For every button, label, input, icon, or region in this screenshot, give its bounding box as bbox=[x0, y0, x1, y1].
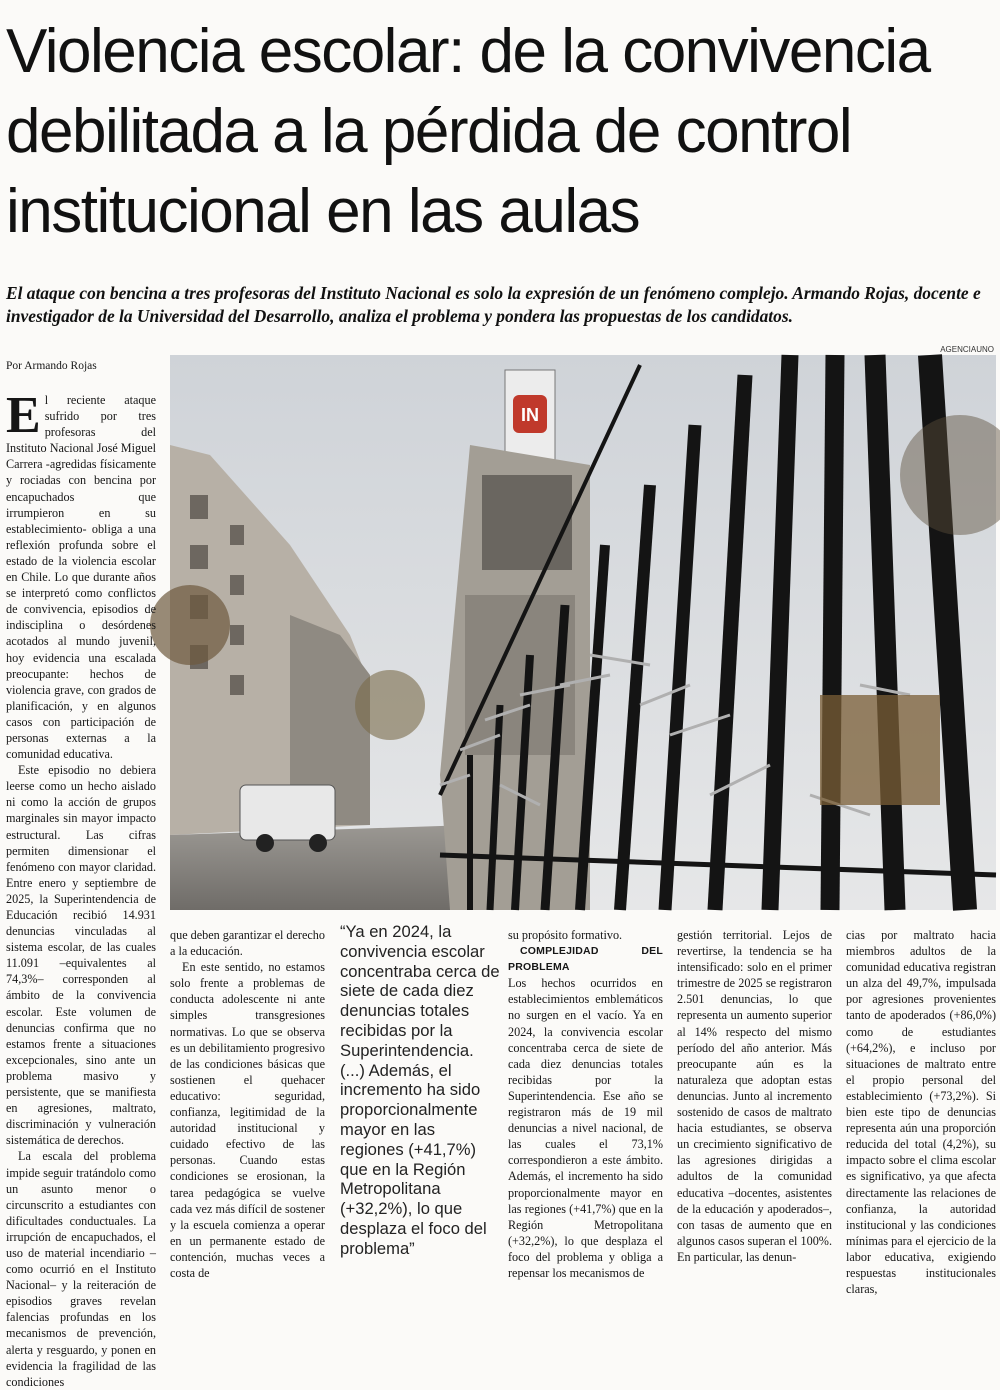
paragraph: En este sentido, no estamos solo frente a problemas de conducta adolescente ni ante simples transgresiones normativas. Lo que se observa es un debilitamiento progresivo de las condiciones básicas que sostienen el quehacer educativo: seguridad, confianza, legitimidad de la autoridad institucional y cuidado efectivo de las personas. Cuando estas condiciones se erosionan, la tarea pedagógica se vuelve cada vez más difícil de sostener y la escuela comienza a operar en un permanente estado de contención, muchas veces a costa de bbox=[170, 960, 325, 1280]
paragraph: Este episodio no debiera leerse como un hecho aislado ni como la acción de grupos marginales sin mayor impacto estructural. Las cifras permiten dimensionar el fenómeno con mayor claridad. Entre enero y septiembre de 2025, la Superintendencia de Educación recibió 14.931 denuncias vinculadas al sistema escolar, de las cuales 11.091 –equivalentes al 74,3%– corresponden al ámbito de la convivencia escolar. Este volumen de denuncias confirma que no estamos frente a situaciones excepcionales, sino ante un problema masivo y persistente, que se manifiesta en agresiones, maltrato, discriminación y vulneración sistemática de derechos. bbox=[6, 763, 156, 1148]
paragraph: La escala del problema impide seguir tratándolo como un asunto menor o circunscrito a estudiantes con dificultades conductuales. La irrupción de encapuchados, el uso de material incendiario –como ocurrió en el Instituto Nacional– y la reiteración de episodios graves revelan falencias profundas en los mecanismos de prevención, alerta y resguardo, y ponen en evidencia la fragilidad de las condiciones bbox=[6, 1149, 156, 1389]
paragraph: gestión territorial. Lejos de revertirse, la tendencia se ha intensificado: solo en el primer trimestre de 2025 se registraron 2.501 denuncias, lo que representa un aumento superior al 14% respecto del mismo período del año anterior. Más preocupante aún es la naturaleza que adoptan estas denuncias. Junto al incremento sostenido de casos de maltrato hacia estudiantes, se observa un crecimiento significativo de las agresiones dirigidas a adultos de la comunidad educativa –docentes, asistentes de la educación y apoderados–, con tasas de aumento que en algunos casos superan el 100%. En particular, las denun- bbox=[677, 928, 832, 1264]
photo-van bbox=[240, 785, 335, 840]
subhead: El ataque con bencina a tres profesoras del Instituto Nacional es solo la expresión de un fenómeno complejo. Armando Rojas, docente e investigador de la Universidad del Desarrollo, analiza el problema y pondera las propuestas de los candidatos. bbox=[6, 283, 981, 326]
column-5 bbox=[846, 927, 996, 1297]
photo-credit: AGENCIAUNO bbox=[940, 345, 994, 354]
paragraph: que deben garantizar el derecho a la educación. bbox=[170, 928, 325, 959]
pull-quote: “Ya en 2024, la convivencia escolar concentraba cerca de siete de cada diez denuncias totales recibidas por la Superintendencia. (...) Además, el incremento ha sido proporcionalmente mayor en las regiones (+41,7%) que en la Región Metropolitana (+32,2%), lo que desplaza el foco del problema” bbox=[340, 922, 500, 1258]
paragraph: cias por maltrato hacia miembros adultos de la comunidad educativa registran un alza del 49,7%, impulsada por agresiones provenientes tanto de apoderados (+86,0%) como de estudiantes (+64,2%), e incluso por situaciones de maltrato entre el propio personal del establecimiento (+73,2%). Si bien este tipo de denuncias representa aún una proporción reducida del total (4,2%), su impacto sobre el clima escolar es significativo, ya que afecta directamente las relaciones de confianza, la autoridad institucional y las condiciones mínimas para el ejercicio de la labor educativa, exigiendo respuestas institucionales claras, bbox=[846, 928, 996, 1297]
paragraph: Los hechos ocurridos en establecimientos emblemáticos no surgen en el vacío. Ya en 2024, la convivencia escolar concentraba cerca de siete de cada diez denuncias totales recibidas por la Superintendencia. Ese año se registraron más de 19 mil denuncias a nivel nacional, de las cuales el 73,1% correspondieron a este ámbito. Además, el incremento ha sido proporcionalmente mayor en las regiones (+41,7%) que en la Región Metropolitana (+32,2%), lo que desplaza el foco del problema y obliga a repensar los mecanismos de bbox=[508, 976, 663, 1280]
paragraph: El reciente ataque sufrido por tres profesoras del Instituto Nacional José Miguel Carrera -agredidas físicamente y rociadas con bencina por encapuchados que irrumpieron en su establecimiento- obliga a una reflexión profunda sobre el estado de la violencia escolar en Chile. Lo que durante años se interpretó como conflictos de convivencia, episodios de indisciplina o desórdenes acotados al mundo juvenil, hoy evidencia una escalada preocupante: hechos de violencia grave, con grados de planificación, y en algunos casos con participación de personas externas a la comunidad educativa. bbox=[6, 387, 156, 762]
tower-sign-letters: IN bbox=[521, 405, 539, 425]
column-3 bbox=[508, 927, 663, 1280]
byline: Por Armando Rojas bbox=[6, 360, 97, 372]
section-title: COMPLEJIDAD DEL PROBLEMA bbox=[508, 945, 663, 974]
column-4 bbox=[677, 927, 832, 1264]
headline: Violencia escolar: de la convivencia debilitada a la pérdida de control institucional en las aulas bbox=[6, 17, 930, 246]
column-2 bbox=[170, 927, 325, 1280]
article-photo bbox=[170, 355, 996, 910]
column-1 bbox=[6, 387, 156, 1389]
paragraph: su propósito formativo. bbox=[508, 928, 623, 942]
drop-cap: E bbox=[6, 387, 41, 444]
photo-illustration bbox=[170, 355, 996, 910]
